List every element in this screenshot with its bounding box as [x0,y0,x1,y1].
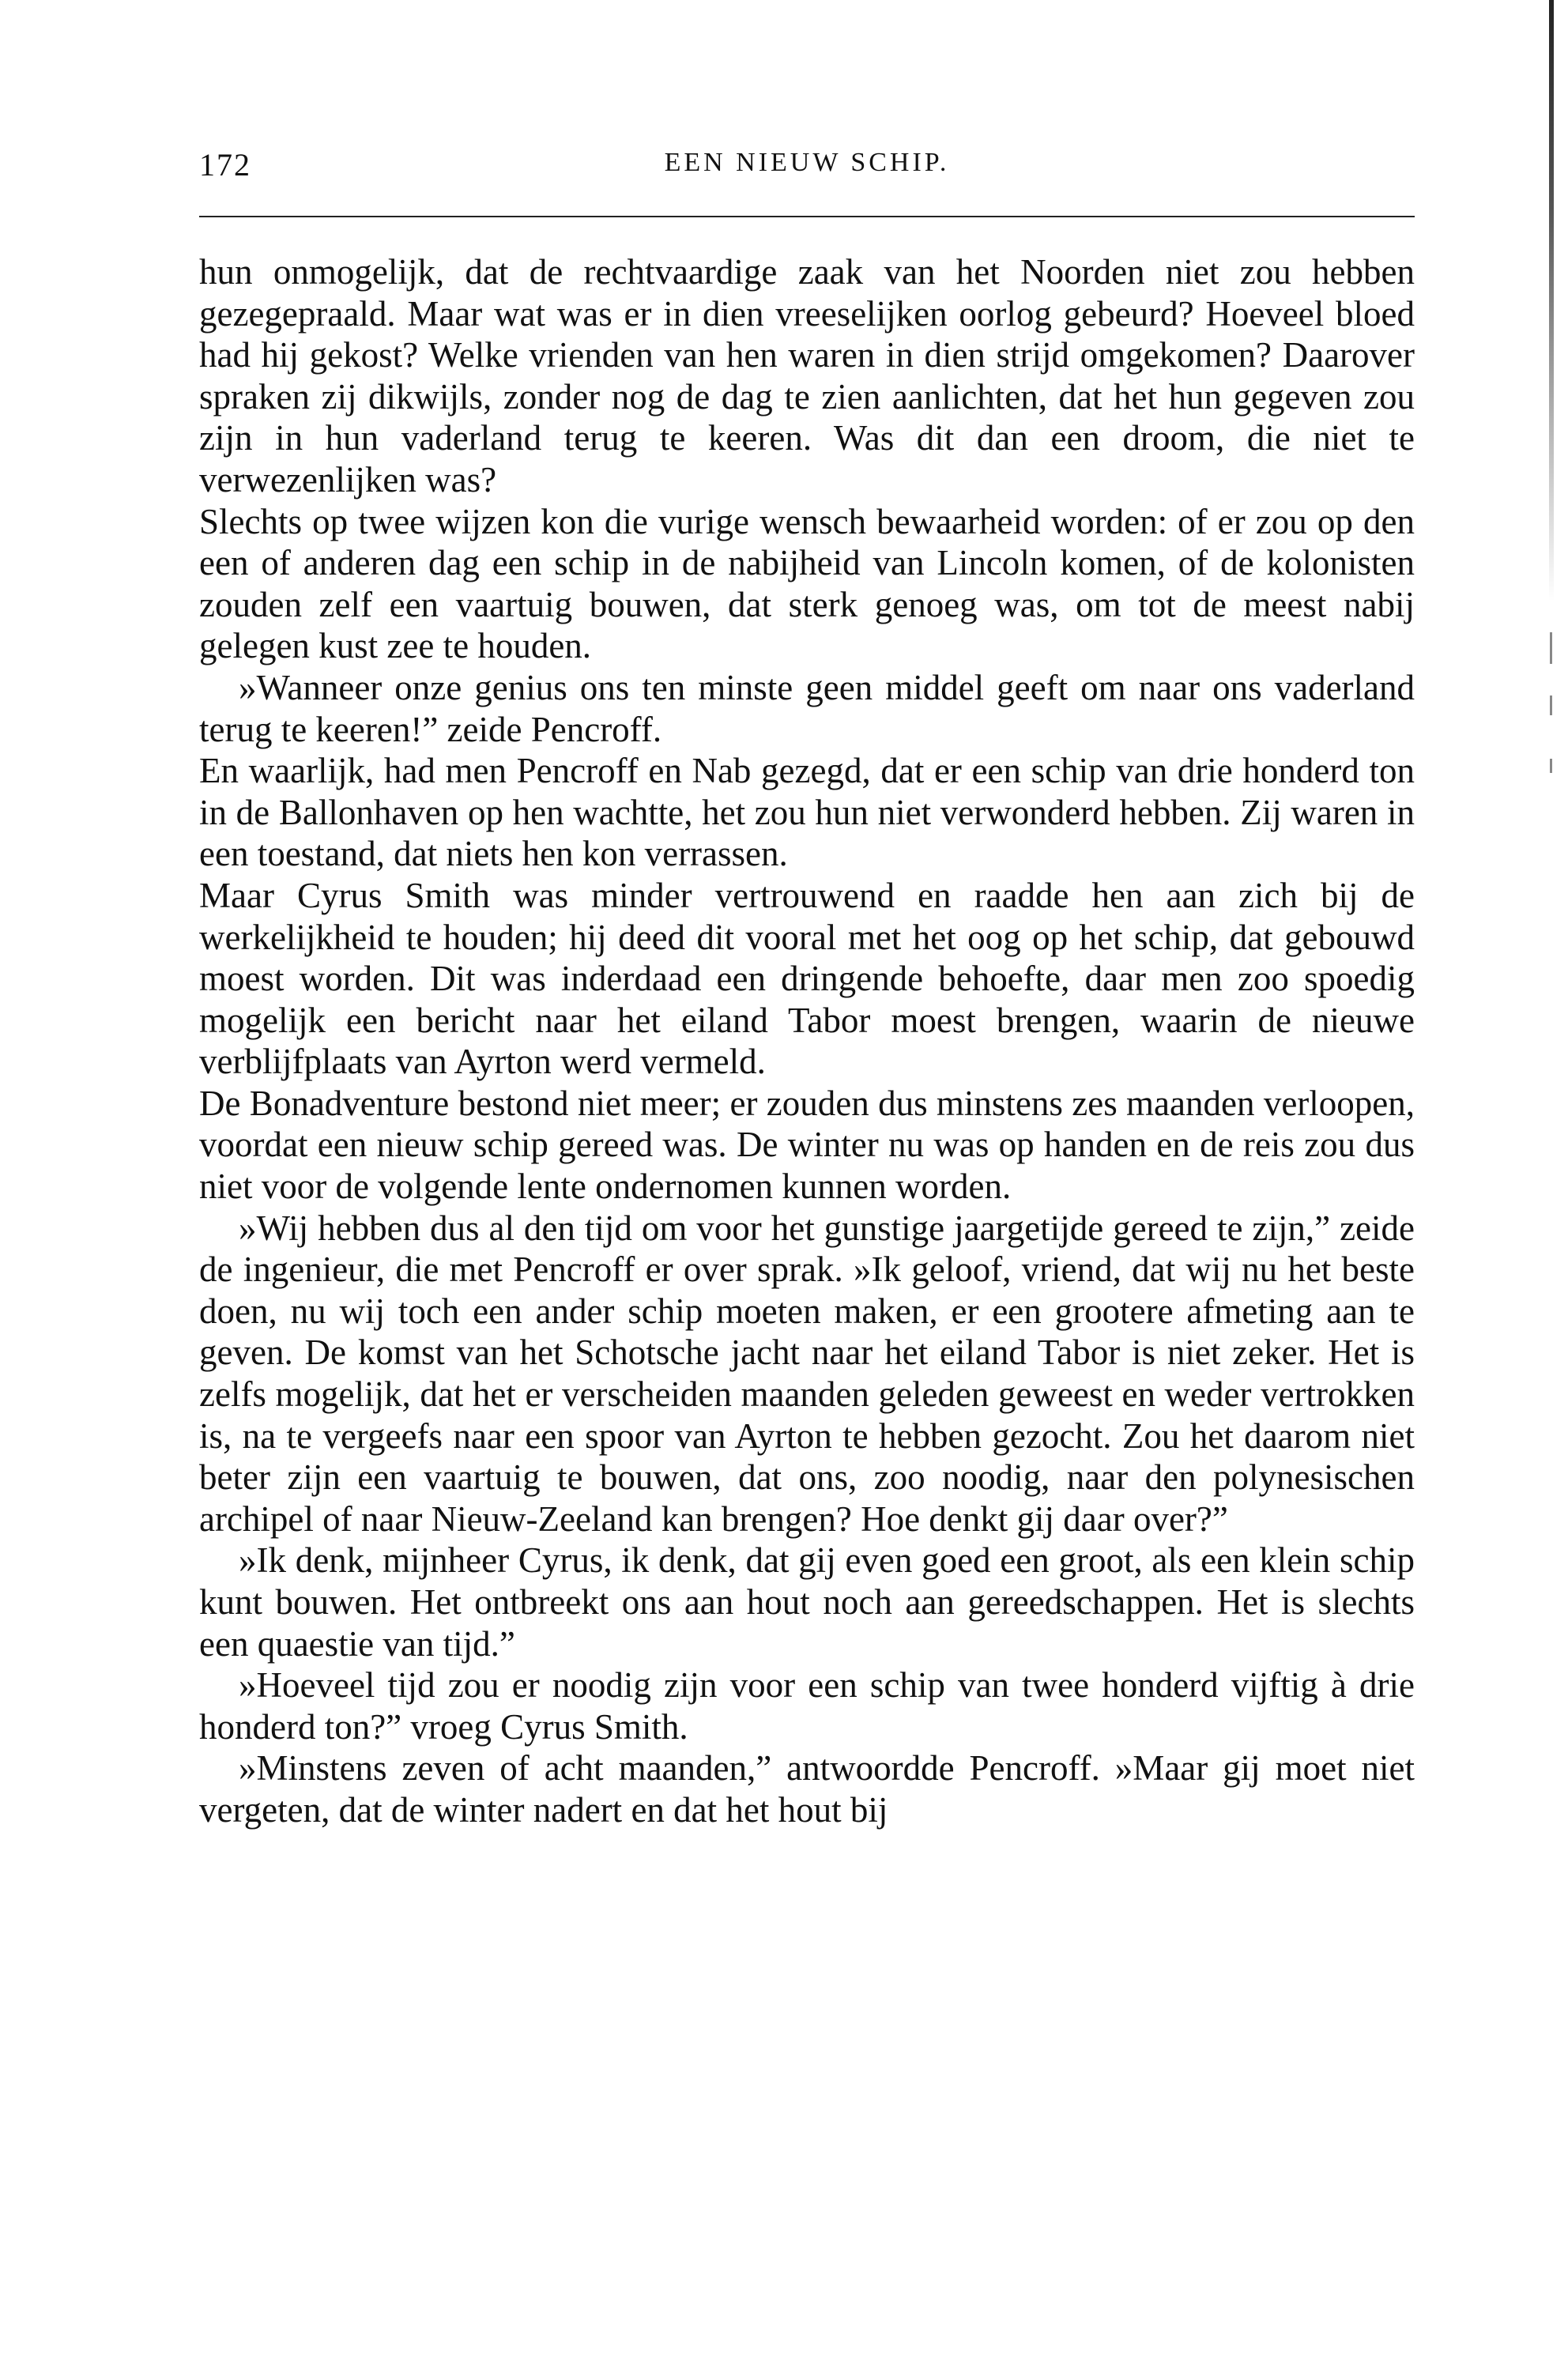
scan-edge-shadow [1549,0,1554,601]
paragraph: Slechts op twee wijzen kon die vurige wensch bewaarheid worden: of er zou op den een of anderen dag een schip in de nabijheid van Lincoln komen, of de kolonisten zouden zelf een vaartuig bouwen, dat sterk genoeg was, om tot de meest nabij gelegen kust zee te houden. [199,501,1415,666]
paragraph: De Bonadventure bestond niet meer; er zouden dus minstens zes maanden verloopen, voordat een nieuw schip gereed was. De winter nu was op handen en de reis zou dus niet voor de volgende lente ondernomen kunnen worden. [199,1083,1415,1207]
scan-edge-mark [1550,695,1552,715]
paragraph: »Hoeveel tijd zou er noodig zijn voor een schip van twee honderd vijftig à drie honderd ton?” vroeg Cyrus Smith. [199,1665,1415,1747]
running-title: EEN NIEUW SCHIP. [664,148,950,177]
scan-edge-mark [1550,632,1552,664]
page-header [199,146,1415,194]
header-rule [199,216,1415,217]
paragraph: En waarlijk, had men Pencroff en Nab gezegd, dat er een schip van drie honderd ton in de Ballonhaven op hen wachtte, het zou hun niet verwonderd hebben. Zij waren in een toestand, dat niets hen kon verrassen. [199,751,1415,874]
paragraph: »Wanneer onze genius ons ten minste geen middel geeft om naar ons vaderland terug te keeren!” zeide Pencroff. [199,667,1415,749]
scan-edge-mark [1550,759,1552,773]
paragraph: »Minstens zeven of acht maanden,” antwoordde Pencroff. »Maar gij moet niet vergeten, dat de winter nadert en dat het hout bij [199,1748,1415,1830]
paragraph: »Ik denk, mijnheer Cyrus, ik denk, dat gij even goed een groot, als een klein schip kunt bouwen. Het ontbreekt ons aan hout noch aan gereedschappen. Het is slechts een quaestie van tijd.” [199,1540,1415,1664]
paragraph: »Wij hebben dus al den tijd om voor het gunstige jaargetijde gereed te zijn,” zeide de ingenieur, die met Pencroff er over sprak. »Ik geloof, vriend, dat wij nu het beste doen, nu wij toch een ander schip moeten maken, er een grootere afmeting aan te geven. De komst van het Schotsche jacht naar het eiland Tabor is niet zeker. Het is zelfs mogelijk, dat het er verscheiden maanden geleden geweest en weder vertrokken is, na te vergeefs naar een spoor van Ayrton te hebben gezocht. Zou het daarom niet beter zijn een vaartuig te bouwen, dat ons, zoo noodig, naar den polynesischen archipel of naar Nieuw-Zeeland kan brengen? Hoe denkt gij daar over?” [199,1208,1415,1539]
paragraph: Maar Cyrus Smith was minder vertrouwend en raadde hen aan zich bij de werkelijkheid te houden; hij deed dit vooral met het oog op het schip, dat gebouwd moest worden. Dit was inderdaad een dringende behoefte, daar men zoo spoedig mogelijk een bericht naar het eiland Tabor moest brengen, waarin de nieuwe verblijfplaats van Ayrton werd vermeld. [199,875,1415,1082]
text-body [199,251,1415,1831]
paragraph: hun onmogelijk, dat de rechtvaardige zaak van het Noorden niet zou hebben gezegepraald. Maar wat was er in dien vreeselijken oorlog gebeurd? Hoeveel bloed had hij gekost? Welke vrienden van hen waren in dien strijd omgekomen? Daarover spraken zij dikwijls, zonder nog de dag te zien aanlichten, dat het hun gegeven zou zijn in hun vaderland terug te keeren. Was dit dan een droom, die niet te verwezenlijken was? [199,252,1415,499]
page-number: 172 [199,147,251,183]
